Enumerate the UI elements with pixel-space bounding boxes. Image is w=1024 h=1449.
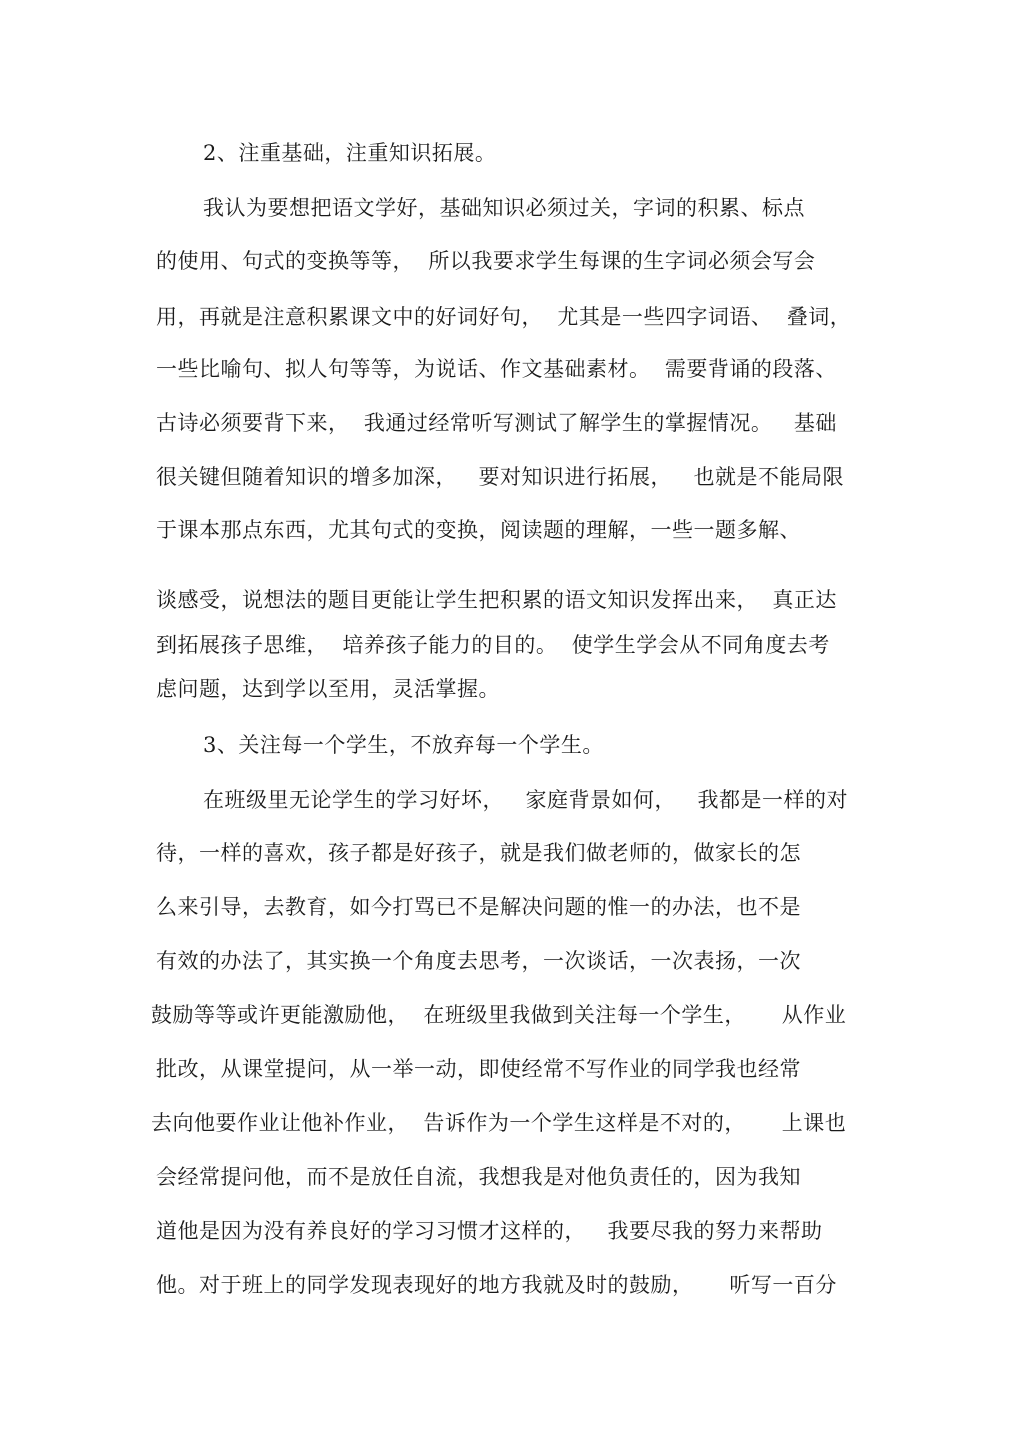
paragraph-line: 一些比喻句、拟人句等等，为说话、作文基础素材。 需要背诵的段落、 bbox=[156, 357, 837, 381]
heading-3: 3、关注每一个学生，不放弃每一个学生。 bbox=[203, 733, 604, 757]
paragraph-line: 虑问题，达到学以至用，灵活掌握。 bbox=[156, 677, 500, 701]
paragraph-line: 去向他要作业让他补作业， 告诉作为一个学生这样是不对的， 上课也 bbox=[151, 1111, 847, 1135]
heading-2: 2、注重基础，注重知识拓展。 bbox=[203, 141, 497, 165]
paragraph-line: 么来引导，去教育，如今打骂已不是解决问题的惟一的办法，也不是 bbox=[156, 895, 801, 919]
paragraph-line: 古诗必须要背下来， 我通过经常听写测试了解学生的掌握情况。 基础 bbox=[156, 411, 837, 435]
paragraph-line: 谈感受，说想法的题目更能让学生把积累的语文知识发挥出来， 真正达 bbox=[156, 588, 837, 612]
paragraph-line: 到拓展孩子思维， 培养孩子能力的目的。 使学生学会从不同角度去考 bbox=[156, 633, 830, 657]
paragraph-line: 很关键但随着知识的增多加深， 要对知识进行拓展， 也就是不能局限 bbox=[156, 465, 845, 489]
paragraph-line: 于课本那点东西，尤其句式的变换，阅读题的理解，一些一题多解、 bbox=[156, 518, 801, 542]
paragraph-line: 有效的办法了，其实换一个角度去思考，一次谈话，一次表扬，一次 bbox=[156, 949, 801, 973]
paragraph-line: 鼓励等等或许更能激励他， 在班级里我做到关注每一个学生， 从作业 bbox=[151, 1003, 847, 1027]
paragraph-line: 在班级里无论学生的学习好坏， 家庭背景如何， 我都是一样的对 bbox=[203, 788, 849, 812]
paragraph-line: 的使用、句式的变换等等， 所以我要求学生每课的生字词必须会写会 bbox=[156, 249, 816, 273]
paragraph-line: 道他是因为没有养良好的学习习惯才这样的， 我要尽我的努力来帮助 bbox=[156, 1219, 823, 1243]
paragraph-line: 待，一样的喜欢，孩子都是好孩子，就是我们做老师的，做家长的怎 bbox=[156, 841, 801, 865]
paragraph-line: 我认为要想把语文学好，基础知识必须过关，字词的积累、标点 bbox=[203, 196, 805, 220]
paragraph-line: 他。对于班上的同学发现表现好的地方我就及时的鼓励， 听写一百分 bbox=[156, 1273, 837, 1297]
paragraph-line: 批改，从课堂提问，从一举一动，即使经常不写作业的同学我也经常 bbox=[156, 1057, 801, 1081]
paragraph-line: 用，再就是注意积累课文中的好词好句， 尤其是一些四字词语、 叠词， bbox=[156, 305, 852, 329]
paragraph-line: 会经常提问他，而不是放任自流，我想我是对他负责任的，因为我知 bbox=[156, 1165, 801, 1189]
